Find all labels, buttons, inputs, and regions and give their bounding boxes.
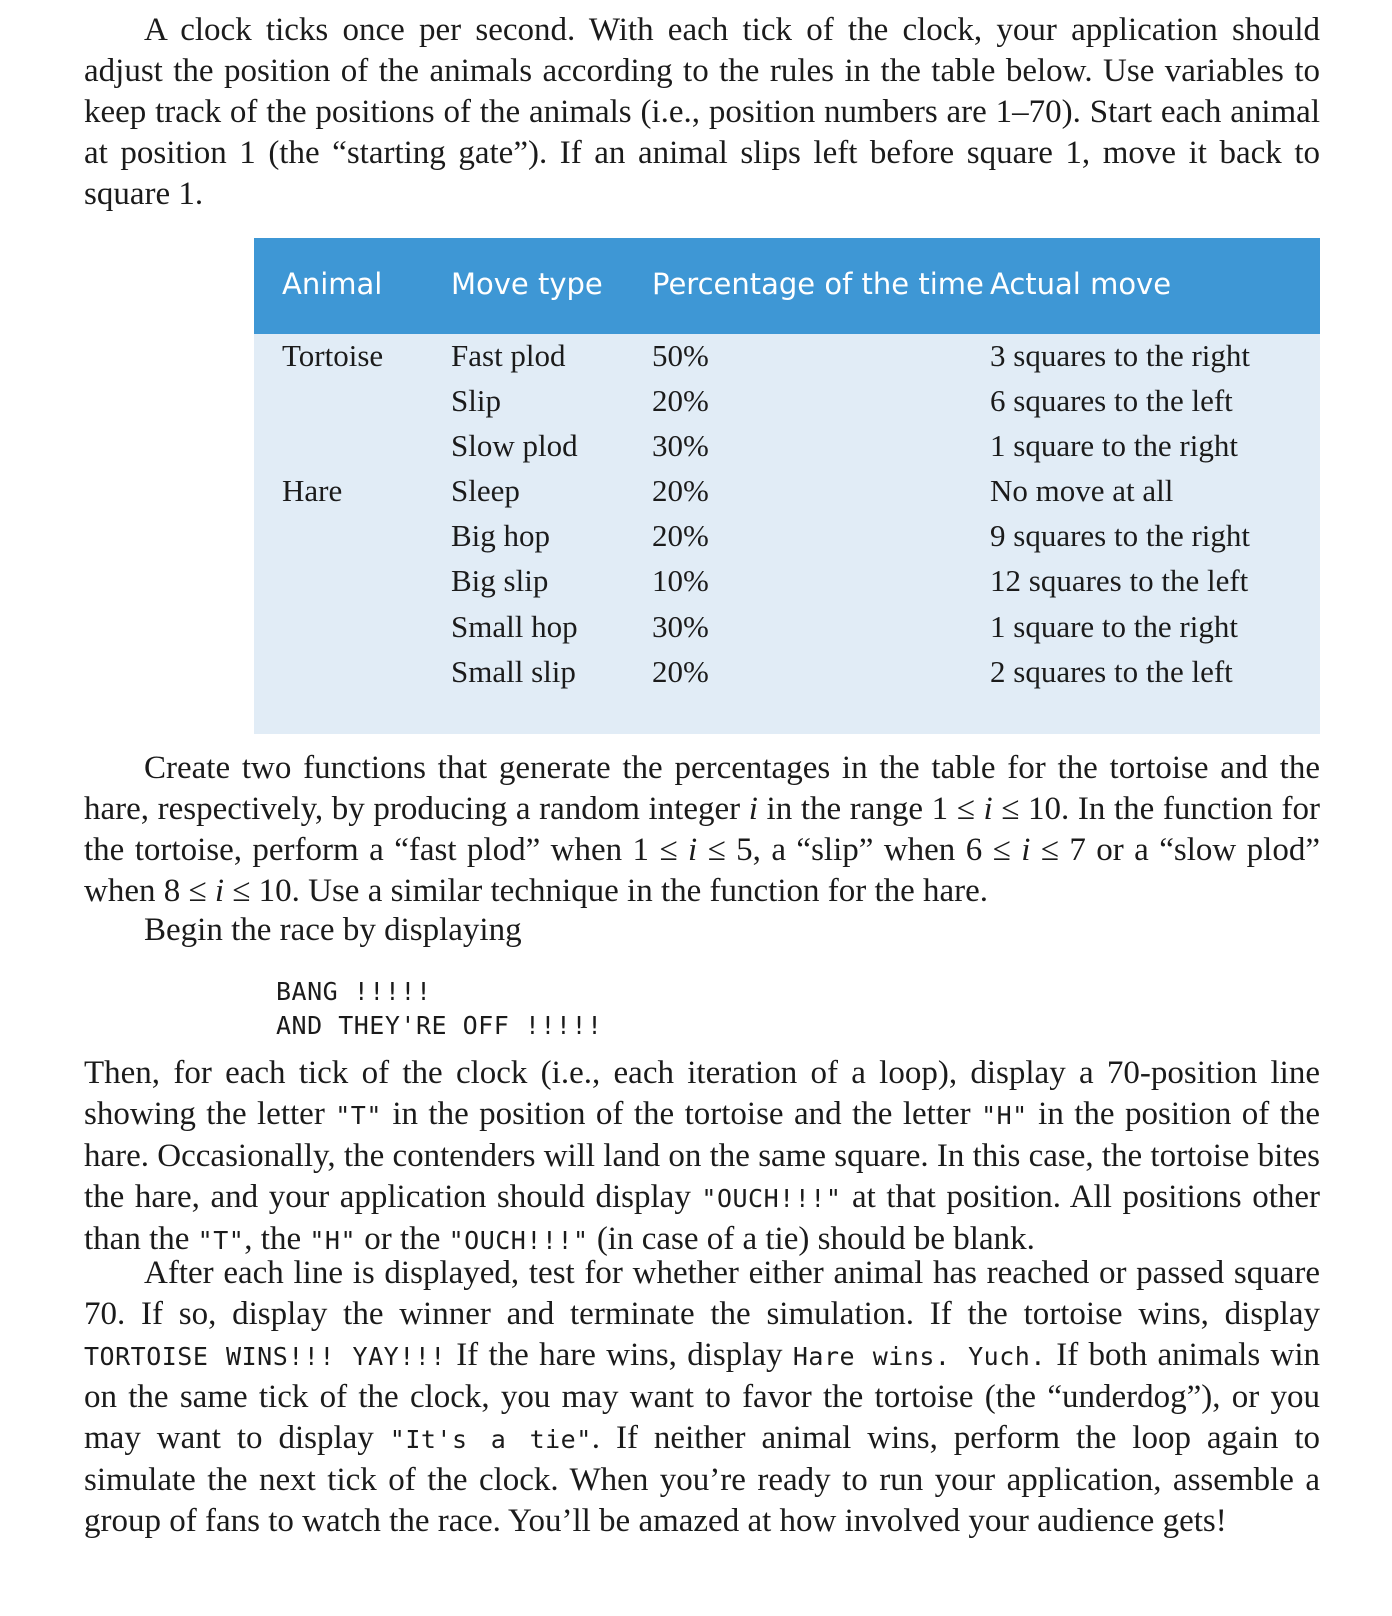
table-header xyxy=(254,238,1320,334)
inline-code: "It's a tie" xyxy=(389,1425,592,1454)
inline-code: "H" xyxy=(309,1226,357,1255)
code-line: AND THEY'RE OFF !!!!! xyxy=(276,1011,603,1040)
functions-paragraph: Create two functions that generate the percentages in the table for the tortoise and the hare, respectively, by producing a random integer i in the range 1 ≤ i ≤ 10. In the function for the tortoise, perform a “fast plod” when 1 ≤ i ≤ 5, a “slip” when 6 ≤ i ≤ 7 or a “slow plod” when 8 ≤ i ≤ 10. Use a similar technique in the function for the hare. xyxy=(84,750,1320,909)
header-percentage: Percentage of the time xyxy=(652,267,984,301)
winner-paragraph: After each line is displayed, test for whether either animal has reached or passed square 70. If so, display the winner and terminate the simulation. If the tortoise wins, display TORTOISE WINS!!! YAY!!! If the hare wins, display Hare wins. Yuch. If both animals win on the same tick of the clock, you may want to favor the tortoise (the “underdog”), or you may want to display "It's a tie". If neither animal wins, perform the loop again to simulate the next tick of the clock. When you’re ready to run your application, assemble a group of fans to watch the race. You’ll be amazed at how involved your audience gets! xyxy=(84,1255,1321,1539)
intro-paragraph: A clock ticks once per second. With each tick of the clock, your application should adjust the position of the animals according to the rules in the table below. Use variables to keep track of the positions of the animals (i.e., position numbers are 1–70). Start each animal at position 1 (the “starting gate”). If an animal slips left before square 1, move it back to square 1. xyxy=(84,12,1320,212)
cell-actual-move: No move at all xyxy=(990,473,1174,508)
cell-move-type: Slow plod xyxy=(451,428,578,463)
cell-move-type: Small slip xyxy=(451,654,576,689)
cell-percentage: 30% xyxy=(652,428,709,463)
cell-move-type: Sleep xyxy=(451,473,520,508)
start-output-code xyxy=(276,975,603,1043)
cell-move-type: Small hop xyxy=(451,609,578,644)
variable-i: i xyxy=(748,791,758,827)
movement-rules-table xyxy=(254,238,1320,734)
cell-animal: Tortoise xyxy=(282,338,384,373)
cell-move-type: Slip xyxy=(451,383,501,418)
inline-code: "OUCH!!!" xyxy=(701,1184,842,1213)
begin-race-line: Begin the race by displaying xyxy=(144,912,522,948)
cell-percentage: 20% xyxy=(652,383,709,418)
inline-code: "OUCH!!!" xyxy=(448,1226,589,1255)
cell-actual-move: 1 square to the right xyxy=(990,609,1238,644)
header-animal: Animal xyxy=(282,267,383,301)
inline-code: TORTOISE WINS!!! YAY!!! xyxy=(84,1342,446,1371)
inline-code: "T" xyxy=(335,1101,382,1130)
cell-percentage: 20% xyxy=(652,518,709,553)
cell-actual-move: 3 squares to the right xyxy=(990,338,1251,373)
cell-actual-move: 6 squares to the left xyxy=(990,383,1233,418)
cell-percentage: 50% xyxy=(652,338,709,373)
cell-percentage: 20% xyxy=(652,654,709,689)
code-line: BANG !!!!! xyxy=(276,977,432,1006)
cell-move-type: Big hop xyxy=(451,518,551,553)
cell-actual-move: 12 squares to the left xyxy=(990,563,1249,598)
cell-percentage: 30% xyxy=(652,609,709,644)
variable-i: i xyxy=(1021,832,1031,868)
cell-move-type: Fast plod xyxy=(451,338,566,373)
header-move-type: Move type xyxy=(451,267,603,301)
cell-percentage: 20% xyxy=(652,473,709,508)
inline-code: "T" xyxy=(197,1226,245,1255)
cell-actual-move: 1 square to the right xyxy=(990,428,1238,463)
cell-percentage: 10% xyxy=(652,563,709,598)
variable-i: i xyxy=(688,832,698,868)
cell-actual-move: 2 squares to the left xyxy=(990,654,1233,689)
variable-i: i xyxy=(983,791,993,827)
inline-code: "H" xyxy=(981,1101,1028,1130)
cell-animal: Hare xyxy=(282,473,343,508)
inline-code: Hare wins. Yuch. xyxy=(792,1342,1046,1371)
tick-display-paragraph: Then, for each tick of the clock (i.e., each iteration of a loop), display a 70-position line showing the letter "T" in the position of the tortoise and the letter "H" in the position of the hare. Occasionally, the contenders will land on the same square. In this case, the tortoise bites the hare, and your application should display "OUCH!!!" at that position. All positions other than the "T", the "H" or the "OUCH!!!" (in case of a tie) should be blank. xyxy=(84,1055,1321,1257)
cell-move-type: Big slip xyxy=(451,563,549,598)
cell-actual-move: 9 squares to the right xyxy=(990,518,1251,553)
variable-i: i xyxy=(214,873,225,909)
header-actual-move: Actual move xyxy=(990,267,1172,301)
